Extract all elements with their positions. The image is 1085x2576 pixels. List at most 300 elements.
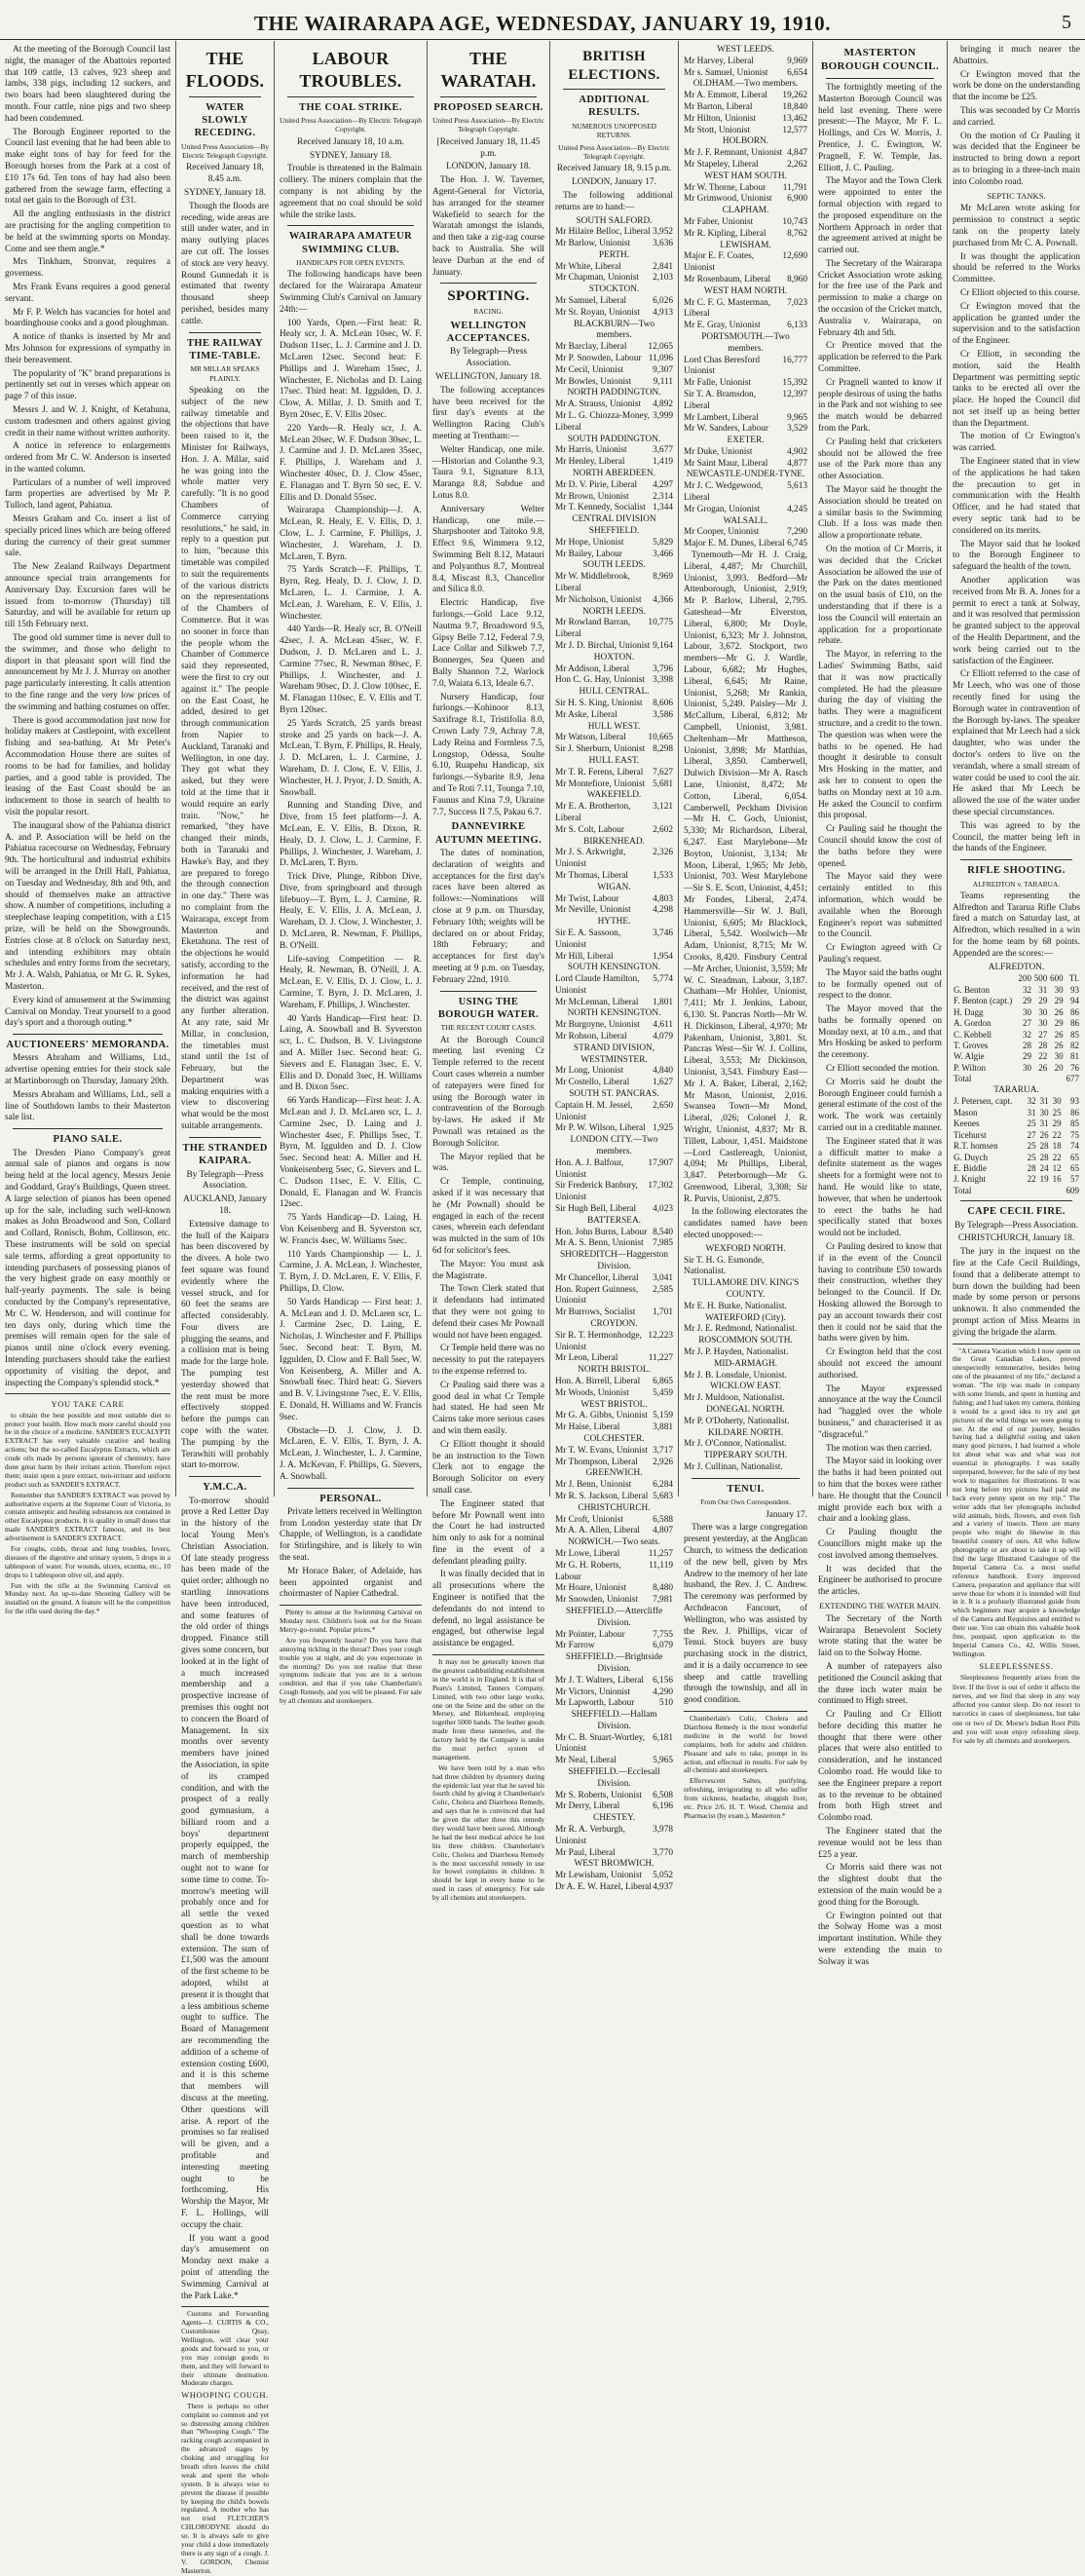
railway-text [181, 386, 269, 1133]
constituency-name: HOXTON. [593, 652, 635, 663]
candidate-name: Mr Twist, Labour [555, 893, 619, 904]
dateline: January 17. [766, 1509, 807, 1520]
candidate-row [684, 527, 807, 539]
candidate-row [684, 114, 807, 126]
candidate-row [555, 1377, 673, 1388]
candidate-name: Mr A. Emmott, Liberal [684, 91, 767, 101]
vote-count: 6,284 [653, 1480, 673, 1491]
election-results [684, 45, 807, 550]
ymca-text: To-morrow should prove a Red Letter Day in the history of the local Young Men's Christian Association. Of late steady progress has been made of the quiet order; although no startling innovations have been introduced, and some features of the old order of things dropped. Finance still gives some concern, but looked at in the light of a much increased membership and a prospective increase of premises this ought not to concern the Board of Management. In six months over seventy members have joined the Association, in spite of its cramped condition, and with the prospect of a really good gymnasium, a billiard room and a boys' department properly equipped, the march of membership ought not to wane for some time to come. To-morrow's meeting will probably once and for all settle the vexed question as to what shall be done towards extension. The sum of £1,500 was the amount of the first scheme to be adopted, whilst at present it is thought that a less ambitious scheme ought to suffice. The Board of Management are recommending the addition of a scheme of extension costing £600, and it is this scheme that members will discuss at the meeting. Other questions will arise. A report of the promises so far realised will be given, and a profitable and interesting meeting ought to be forthcoming. His Worship the Mayor, Mr F. L. Hollings, will occupy the chair. [181, 1496, 269, 2230]
constituency-name: SOUTH SALFORD. [576, 215, 653, 226]
ad-paragraph: For coughs, colds, throat and lung troubles, fevers, diseases of the digestive and urinary system, 5 drops in a tablespoon of water. For wounds, ulcers, eczema, etc., 10 drops to 1 tablespoon olive oil, and apply. [5, 1544, 170, 1579]
ad-text [5, 1412, 170, 1616]
vote-count: 3,770 [653, 1847, 673, 1858]
constituency-name: STOCKTON. [588, 284, 640, 295]
vote-count: 19,262 [782, 91, 807, 101]
vote-count: 8,298 [653, 744, 673, 755]
constituency-name: BATTERSEA. [586, 1215, 641, 1226]
septic-tanks-report [953, 204, 1080, 855]
dateline: LONDON, January 18. [446, 162, 531, 172]
candidate-row [555, 1458, 673, 1469]
range-header: Tl. [1068, 973, 1079, 984]
vote-count: 4,290 [653, 1686, 673, 1697]
candidate-row [555, 1687, 673, 1699]
score-cell: 86 [1070, 1018, 1079, 1029]
received-line: Received January 18, 8.45 a.m. [186, 163, 264, 185]
divider [440, 96, 537, 97]
vote-count: 6,745 [787, 539, 807, 549]
score-cell: 86 [1070, 1107, 1079, 1118]
vote-count: 3,746 [653, 928, 673, 938]
news-paragraph: Mr McLaren wrote asking for permission to construct a septic tank on the property lately purchased from Mr C. A. Pownall. [953, 204, 1080, 248]
candidate-name: Mr Grogan, Unionist [684, 504, 761, 514]
vote-count: 4,245 [787, 504, 807, 514]
column-6 [678, 41, 812, 1820]
vote-count: 16,777 [782, 355, 807, 365]
candidate-name: Mr Montefiore, Unionist [555, 778, 646, 789]
news-paragraph: The Engineer stated that before Mr Pownall went into the Court he had instructed him only to ask for a nominal fine in the event of a defendant pleading guilty. [432, 1498, 544, 1567]
score-cell: 28 [1039, 1141, 1049, 1152]
shooter-name: G. Benton [954, 984, 990, 995]
news-paragraph: Cr Elliott objected to this course. [960, 287, 1080, 298]
team-total: 677 [1066, 1074, 1079, 1084]
vote-count: 4,023 [653, 1204, 673, 1215]
candidate-row [555, 710, 673, 722]
candidate-name: Mr Cooper, Unionist [684, 527, 760, 538]
news-paragraph: It was thought the application should be referred to the Works Committee. [953, 251, 1080, 285]
masthead [0, 0, 1085, 40]
candidate-row [555, 733, 673, 744]
news-paragraph: Cr Pauling held that cricketers should not be allowed the free use of the Park more than any other Association. [818, 436, 942, 482]
score-cell: 27 [1038, 1029, 1048, 1040]
candidate-row [555, 974, 673, 998]
constituency-name: NORTH KENSINGTON. [567, 1008, 661, 1019]
score-cell: 26 [1054, 1029, 1064, 1040]
candidate-name: Major E. F. Coates, Unionist [684, 251, 755, 274]
divider [287, 1488, 414, 1489]
candidate-row [555, 1595, 673, 1607]
column-6-advertisements [684, 1711, 807, 1821]
candidate-row [555, 1825, 673, 1848]
ad-paragraph: Plenty to amuse at the Swimming Carnival on Monday next. Children's look out for the Steam Merry-go-round. Popular prices.* [280, 1608, 422, 1635]
shooter-name: C. Kebbell [954, 1029, 991, 1040]
vote-count: 4,079 [653, 1032, 673, 1042]
score-cell: 30 [1038, 1006, 1048, 1017]
news-paragraph: All the angling enthusiasts in the district are practising for the angling competition to be held at the swimming sports on Monday. Come and see them angle.* [5, 209, 170, 254]
score-row [953, 985, 1080, 996]
news-paragraph: 220 Yards—R. Healy scr, J. A. McLean 20sec, W. F. Dudson 30sec, L. J. Carmine and J. D. McLaren 35sec, F. Phillips, J. Wareham and J. Winchester 40sec, D. J. Clow 45sec, E. Flanagan and T. Byrn 50 sec, E. V. Ellis and D. Donald 55sec. [280, 423, 422, 503]
candidate-name: Mr Henley, Liberal [555, 457, 625, 468]
ad-heading: YOU TAKE CARE [51, 1399, 125, 1410]
constituency-name: SHOREDITCH—Haggerston Division. [559, 1250, 669, 1272]
candidate-row [684, 1439, 807, 1451]
score-row [953, 1174, 1080, 1185]
vote-count: 2,650 [653, 1100, 673, 1111]
candidate-row [555, 1676, 673, 1687]
score-row [953, 1063, 1080, 1074]
score-cell: 22 [1052, 1129, 1062, 1140]
candidate-name: Mr Victors, Unionist [555, 1686, 631, 1697]
received-line: Received January 18, 10 a.m. [297, 136, 404, 147]
score-cell: 30 [1038, 1018, 1048, 1029]
vote-count: 4,840 [653, 1066, 673, 1077]
score-cell: 29 [1022, 1051, 1031, 1062]
candidate-name: Mr Chancellor, Liberal [555, 1272, 639, 1283]
constituency-name: SHEFFIELD.—Hallam Division. [571, 1710, 657, 1731]
constituency-name: WEST BRISTOL. [580, 1399, 648, 1410]
candidate-row [684, 447, 807, 459]
constituency-name: WEST HAM SOUTH. [704, 170, 787, 181]
total-label: Total [954, 1074, 972, 1084]
candidate-name: Sir T. H. G. Esmonde, Nationalist. [684, 1255, 765, 1277]
vote-count: 4,913 [653, 307, 673, 318]
candidate-name: Mr Samuel, Liberal [555, 296, 627, 307]
candidate-name: Mr C. F. G. Masterman, Liberal [684, 297, 771, 320]
candidate-row [555, 1492, 673, 1503]
vote-count: 11,119 [649, 1560, 673, 1571]
candidate-name: Mr Watson, Liberal [555, 733, 626, 743]
candidate-row [555, 641, 673, 653]
candidate-row [555, 273, 673, 284]
candidate-name: Mr Stott, Unionist [684, 125, 750, 135]
elections-headline: BRITISH ELECTIONS. [568, 49, 660, 84]
candidate-name: Hon. A. Birrell, Liberal [555, 1376, 641, 1386]
constituency-name: WEST HAM NORTH. [703, 285, 788, 296]
news-paragraph: Cr Ewington agreed with Cr Pauling's request. [818, 943, 942, 965]
candidate-name: Mr Woods, Unionist [555, 1387, 629, 1398]
candidate-row [555, 480, 673, 492]
news-paragraph: Welter Handicap, one mile.—Historian and Colanthe 9.3, Taura 9.1, Signature 8.13, Maranga 8.8, Subdue and Lotus 8.0. [432, 444, 544, 502]
candidate-name: Mr E. A. Brotherton, Liberal [555, 802, 631, 823]
score-cell: 32 [1022, 1029, 1031, 1040]
vote-count: 1,627 [653, 1078, 673, 1088]
candidate-name: Mr Thompson, Liberal [555, 1457, 638, 1467]
vote-count: 4,366 [653, 594, 673, 605]
score-row [953, 1018, 1080, 1029]
vote-count: 5,052 [653, 1871, 673, 1881]
vote-count: 510 [659, 1698, 673, 1709]
ad-paragraph: Fun with the rifle at the Swimming Carnival on Monday next. An up-to-date Shooting Gallery will be installed on the ground. A feature will be the competition for the rifle used during the day.* [5, 1580, 170, 1616]
vote-count: 8,480 [653, 1583, 673, 1594]
vote-count: 7,290 [787, 527, 807, 538]
floods-headline: THE FLOODS. [185, 49, 265, 91]
candidate-name: Mr E. Gray, Unionist [684, 321, 761, 331]
septic-subhead: SEPTIC TANKS. [987, 190, 1046, 201]
received-line: [Received January 18, 11.45 p.m. [436, 136, 541, 159]
constituency-name: NORTH ABERDEEN. [572, 469, 656, 479]
candidate-row [684, 1256, 807, 1279]
column-5 [549, 41, 678, 1893]
news-paragraph: The Engineer stated that the revenue would not be less than £25 a year. [818, 1827, 942, 1860]
constituency-name: DONEGAL NORTH. [706, 1405, 785, 1416]
candidate-name: Mr A. Strauss, Unionist [555, 399, 642, 410]
news-paragraph: Cr Pragnell wanted to know if people desirous of using the baths in the Park and not wishing to see the match would be debarred from the Park. [818, 377, 942, 435]
candidate-name: Mr T. W. Evans, Unionist [555, 1445, 648, 1456]
total-label: Total [954, 1185, 972, 1195]
candidate-row [684, 229, 807, 241]
vote-count: 10,665 [648, 733, 673, 743]
news-paragraph: Nursery Handicap, four furlongs.—Kohinoor 8.13, Saxifrage 8.1, Tristifolia 8.0, Crown Lady 7.9, Achray 7.8, Lady Reina and Formless 7.5, Longstop, Odessa, Soulte 6.10, Ruapehu Handicap, six furlongs.—Sybarite 8.9, Jena and Te Roti 7.11, Tounga 7.10, Faunus and Kina 7.9, Ukraine 7.7, Success II 7.5, Pakau 6.7. [432, 692, 544, 817]
score-cell: 27 [1022, 1018, 1031, 1029]
score-cell: 26 [1054, 1041, 1064, 1050]
candidate-row [684, 160, 807, 171]
candidate-name: Dr A. E. W. Hazel, Liberal [555, 1882, 652, 1893]
candidate-name: Mr D. V. Pirie, Liberal [555, 479, 638, 490]
vote-count: 12,397 [782, 389, 807, 399]
candidate-row [555, 675, 673, 687]
divider [189, 1137, 261, 1138]
constituency-name: SOUTH LEEDS. [582, 560, 646, 571]
divider [13, 1034, 163, 1035]
candidate-row [555, 1078, 673, 1089]
score-row [953, 1163, 1080, 1174]
elections-intro: The following additional returns are to hand:— [555, 190, 673, 212]
candidate-row [555, 1307, 673, 1319]
candidate-name: Mr Aske, Liberal [555, 709, 617, 720]
score-cell: 28 [1038, 1041, 1048, 1050]
vote-count: 1,344 [653, 503, 673, 513]
candidate-name: Lord Claude Hamilton, Unionist [555, 974, 640, 996]
vote-count: 3,677 [653, 445, 673, 456]
candidate-row [684, 68, 807, 80]
vote-count: 2,103 [653, 273, 673, 284]
news-paragraph: 100 Yards, Open.—First heat: R. Healy scr, J. A. McLean 10sec, W. F. Dudson 11sec, L. J. Carmine and J. D. McLaren 12sec. Second heat: F. Phillips and J. Wareham 15sec, J. Winchester, E. Nicholas and D. Laing 17sec. Third heat: M. Iggulden, D. J. Clow, A. Millar, J. D. Smith and T. Byrn 20sec, E. V. Ellis 20sec. [280, 318, 422, 421]
candidate-row [555, 262, 673, 274]
vote-count: 6,196 [653, 1801, 673, 1812]
candidate-row [555, 492, 673, 504]
news-paragraph: The Dresden Piano Company's great annual sale of pianos and organs is now being held at the local agency, Messrs Jenie and Goddard, Gray's Buildings, Queen street. A large selection of pianos has been opened up for the sale, including such well-known makes as John Broadwood and Son, Collard and Collard, Ronisch, Bohm, Collinson, etc. These instruments will be sold on special sale terms, affording a great opportunity to intending purchasers of possessing pianos of the very highest grade on easy monthly or half-yearly payments. The sale is being conducted by the Company's representative, Mr C. W. Henderson, and will continue for ten days only, during which time the premises will remain open for the sale of pianos until nine o'clock every evening. Intending purchasers should take the earliest opportunity of visiting the depot, and inspecting the Company's splendid stock.* [5, 1148, 170, 1388]
vote-count: 6,865 [653, 1376, 673, 1386]
score-cell: 74 [1070, 1141, 1079, 1152]
candidate-row [684, 424, 807, 436]
column-4 [427, 41, 549, 1903]
candidate-name: Mr T. Kennedy, Socialist [555, 503, 646, 513]
candidate-name: Mr Rowland Barran, Liberal [555, 618, 631, 640]
candidate-row [684, 378, 807, 390]
columns [0, 41, 1085, 2575]
candidate-name: Mr W. Sanders, Labour [684, 424, 769, 435]
constituency-name: BLACKBURN—Two members. [573, 319, 655, 341]
news-paragraph: Cr Morris said he doubt the Borough Engineer could furnish a general estimate of the cost of the work. The work was certainly carried out in a creditable manner. [818, 1077, 942, 1134]
score-cell: 20 [1054, 1062, 1064, 1073]
candidate-name: Mr Neville, Unionist [555, 905, 631, 916]
dateline: WELLINGTON, January 18. [435, 372, 542, 383]
candidate-name: Mr Paul, Liberal [555, 1847, 616, 1858]
water-report [432, 1036, 544, 1650]
candidate-row [684, 1417, 807, 1428]
candidate-name: Mr J. D. Birchal, Unionist [555, 640, 651, 651]
vote-count: 4,803 [653, 893, 673, 904]
range-header: 600 [1050, 973, 1064, 984]
candidate-name: Sir Frederick Banbury, Unionist [555, 1181, 638, 1203]
constituency-name: COLCHESTER. [583, 1433, 645, 1444]
shooter-name: F. Benton (capt.) [954, 996, 1013, 1006]
divider [563, 89, 665, 90]
divider [440, 283, 537, 284]
candidate-name: Hon. A. J. Balfour, Unionist [555, 1157, 624, 1180]
constituency-name: EXETER. [727, 436, 765, 446]
vote-count: 12,577 [782, 125, 807, 135]
score-row [953, 1030, 1080, 1041]
constituency-name: STRAND DIVISION, WESTMINSTER. [573, 1042, 655, 1065]
candidate-name: Mr Rohson, Liberal [555, 1032, 627, 1042]
vote-count: 8,540 [653, 1227, 673, 1237]
news-paragraph: A notice in reference to enlargements ordered from Mr C. W. Anderson is inserted in the wanted column. [5, 441, 170, 474]
candidate-row [555, 664, 673, 676]
score-row [953, 1051, 1080, 1062]
vote-count: 3,717 [653, 1445, 673, 1456]
vote-count: 8,606 [653, 698, 673, 708]
candidate-row [555, 871, 673, 883]
candidate-name: Mr P. W. Wilson, Liberal [555, 1123, 646, 1134]
candidate-name: Mr E. H. Burke, Nationalist. [684, 1301, 787, 1311]
constituency-name: CHRISTCHURCH. [578, 1502, 651, 1513]
score-cell: 30 [1022, 1006, 1031, 1017]
candidate-row [555, 503, 673, 514]
dannevirke-text: The dates of nomination, declaration of weights and acceptances for the first day's races have been altered as follows:—Nominations will close at 9 p.m. on Thursday, February 10th; weights will be declared on or about Friday, 18th February; and acceptances for first day's meeting at 9 p.m. on Tuesday, February 22nd, 1910. [432, 849, 544, 985]
news-paragraph: The fortnightly meeting of the Masterton Borough Council was held last evening. There were present:—The Mayor, Mr F. L. Hollings, and Crs W. Morris, J. Prentice, J. C. Ewington, W. Pragnell, F. W. Temple, Jas. Elliott, J. C. Pauling. [818, 82, 942, 173]
waratah-text: The Hon. J. W. Taverner, Agent-General for Victoria, has arranged for the steamer Wakefield to search for the Waratah amongst the islands, and then take a zig-zag course back to Australia. She will leave Durban at the end of January. [432, 175, 544, 278]
news-paragraph: The Mayor and the Town Clerk were appointed to enter the formal objection with regard to the proposed expenditure on the Northern Approach in order that the agreement arrived at might be carried out. [818, 176, 942, 256]
wire-credit: United Press Association—By Electric Telegraph Copyright. [558, 142, 670, 161]
candidate-row [555, 538, 673, 549]
candidate-name: Mr s. Samuel, Unionist [684, 67, 768, 78]
score-cell: 29 [1054, 996, 1064, 1006]
shooter-name: R.T. homsen [954, 1141, 998, 1152]
constituency-name: TULLAMORE DIV. KING'S COUNTY. [692, 1278, 800, 1301]
vote-count: 3,586 [653, 709, 673, 720]
vote-count: 11,257 [648, 1548, 673, 1559]
candidate-name: Mr Grimwood, Unionist [684, 194, 772, 205]
vote-count: 10,775 [648, 618, 673, 628]
news-paragraph: Messrs Graham and Co. insert a list of specially priced lines which are being offered during the currency of their great summer sale. [5, 514, 170, 559]
news-paragraph: Wairarapa Championship—J. A. McLean, R. Healy, E. V. Ellis, D. J. Clow, L. J. Carmine, F. Phillips, J. Winchester, J. Wareham, J. D. McLaren, T. Byrn. [280, 506, 422, 562]
candidate-name: Mr Hill, Liberal [555, 951, 614, 962]
candidate-name: Mr J. T. Walters, Liberal [555, 1675, 644, 1686]
constituency-name: NORWICH.—Two seats. [568, 1537, 660, 1548]
vote-count: 5,829 [653, 537, 673, 548]
shooter-name: W. Algie [954, 1051, 985, 1062]
candidate-row [555, 342, 673, 354]
candidate-row [555, 1480, 673, 1492]
candidate-row [555, 1698, 673, 1710]
candidate-row [555, 699, 673, 710]
candidate-row [684, 217, 807, 229]
candidate-row [555, 1583, 673, 1595]
range-header: 200 [1018, 973, 1031, 984]
candidate-name: Mr Rosenbaum, Liberal [684, 274, 771, 284]
constituency-name: WEXFORD NORTH. [705, 1243, 786, 1254]
candidate-name: Mr J. S. Arkwright, Unionist [555, 848, 626, 870]
vote-count: 6,026 [653, 296, 673, 307]
score-cell: 16 [1052, 1174, 1062, 1185]
vote-count: 3,978 [653, 1825, 673, 1836]
news-paragraph: Running and Standing Dive, and Dive, from 15 feet platform—J. A. McLean, E. V. Ellis, B. Dixon, R. Healy, D. J. Clow, L. J. Carmine, F. Phillips, J. Winchester, J. Wareham, J. D. McLaren, T. Byrn. [280, 801, 422, 869]
news-paragraph: A notice of thanks is inserted by Mr and Mrs Johnson for expressions of sympathy in their bereavement. [5, 332, 170, 365]
candidate-row [555, 1353, 673, 1365]
dateline: CHRISTCHURCH, January 18. [957, 1233, 1075, 1244]
candidate-name: Mr Nicholson, Unionist [555, 594, 642, 605]
news-paragraph: The Borough Engineer reported to the Council last evening that he had been able to make eight tons of hay for feed for the Borough horses from the Park at a cost of £10 17s 6d. Ten tons of hay had also been gathered from the sewage farm, effecting a total net gain to the Borough of £31. [5, 127, 170, 207]
news-paragraph: 40 Yards Handicap—First heat: D. Laing, A. Snowball and B. Syverston scr, L. C. Dudson, B. V. Livingstone and A. Miller 1sec. Second heat: G. Sievers and E. Flanagan 3sec, E. V. Ellis and D. Donald 3sec, H. Williams and B. Dixon 5sec. [280, 1013, 422, 1093]
vote-count: 12,690 [782, 251, 807, 262]
candidate-row [684, 1324, 807, 1336]
score-cell: 19 [1039, 1174, 1049, 1185]
score-cell: 22 [1038, 1051, 1048, 1062]
candidate-name: Mr J. P. Hayden, Nationalist. [684, 1347, 789, 1358]
news-paragraph: Mrs Frank Evans requires a good general servant. [5, 282, 170, 304]
news-paragraph: The Town Clerk stated that it defendants had intimated that they were not going to defend their cases Mr Pownall would not have been engaged. [432, 1284, 544, 1341]
swimming-subhead: HANDICAPS FOR OPEN EVENTS. [296, 258, 405, 268]
candidate-name: Mr McLennan, Liberal [555, 997, 639, 1007]
range-header-row [953, 973, 1080, 984]
piano-sale-text [5, 1149, 170, 1390]
candidate-name: Mr J. B. Lonsdale, Unionist. [684, 1370, 787, 1381]
floods-text: Though the floods are receding, wide areas are still under water, and in many outlying places are cut off. The losses of stock are very heavy. Round Gunnedah it is estimated that twenty thousand sheep perished, besides many cattle. [181, 201, 269, 326]
candidate-row [555, 1273, 673, 1285]
candidate-row [684, 481, 807, 505]
range-header: 500 [1033, 973, 1048, 984]
candidate-row [684, 321, 807, 332]
candidate-row [684, 194, 807, 206]
shooter-name: Mason [954, 1107, 978, 1118]
candidate-row [555, 1123, 673, 1135]
news-paragraph: At the meeting of the Borough Council last night, the manager of the Abattoirs reported that 109 cattle, 13 calves, 923 sheep and lambs, 338 pigs, including 12 suckers, and two boars had been slaughtered during the month. Four cattle, nine pigs and two sheep had been condemned. [5, 45, 170, 124]
vote-count: 2,602 [653, 824, 673, 835]
constituency-name: SOUTH KENSINGTON. [567, 963, 661, 973]
vote-count: 3,952 [653, 227, 673, 238]
news-paragraph: Tynemouth—Mr H. J. Craig, Liberal, 4,487; Mr Churchill, Unionist, 3,993. Bedford—Mr Attenborough, Unionist, 2,919; Mr P. Barlow, Liberal, 2,795. Gateshead—Mr Elverston, Liberal, 6,800; Mr Doyle, Unionist, 6,323; Mr J. Johnston, Labour, 3,672. Stockport, two members—Mr G. J. Wardle, Labour, 6,682; Mr Hughes, Liberal, 6,645; Mr Raine, Unionist, 5,268; Mr Rankin, Unionist, 5,249. Paisley—Mr J. McCallum, Liberal, 6,812; Mr Campbell, Unionist, 3,981. Cheltenham—Mr Mattheson, Unionist, 3,898; Mr Matthias, Liberal, 3,850. Camberwell, Dulwich Division—Mr A. Rasch Lane, Unionist, 8,472; Mr Cotton, Liberal, 6,054. Camberwell, Peckham Division—Mr H. C. Goch, Unionist, 5,330; Mr Richardson, Liberal, 6,247. East Marylebone—Mr Boyton, Unionist, 3,134; Mr Moon, Liberal, 1,965; Mr Jebb, Unionist, 703. West Marylebone—Sir S. E. Scott, Unionist, 4,451; Mr Fondes, Liberal, 2,474. Hammersville—Sir W. J. Bull, Unionist, 6,605; Mr Blacklock, Liberal, 5,542. Woolwich—Mr Adam, Unionist, 8,715; Mr W. Crooks, 8,420. Finsbury Central—Mr Archer, Unionist, 3,559; Mr W. C. Steadman, Labour, 3,187. Chatham—Mr Hohler, Unionist, 7,411; Mr J. Jenkins, Labour, 6,130. St. Pancras North—Mr W. H. Dickinson, Liberal, 4,970; Mr Pakenham, Unionist, 3,801. St. Pancras West—Sir W. J. Collins, Liberal, 3,553; Mr Dickinson, Unionist, 3,543. Finsbury East—Mr J. A. Baker, Liberal, 2,162; Mr Mason, Unionist, 2,016. Swansea Town—Mr Mond, Liberal, ,026; Colonel J. R. Wright, Unionist, 4,837; Mr B. Tillett, Labour, 1,451. Maidstone—Lord Castlereagh, Unionist, 4,094; Mr Phillips, Liberal, 3,847. Peterborough—Mr G. Greenwood, Liberal, 3,308; Sir R. Purvis, Unionist, 2,875. [684, 550, 807, 1204]
rifle-text: Teams representing the Alfredton and Tararua Rifle Clubs fired a match on Saturday last, at Alfredton, which resulted in a win for the home team by 68 points. Appended are the scores:— [953, 890, 1080, 959]
constituency-name: GREENWICH. [585, 1468, 643, 1479]
score-row [953, 1096, 1080, 1107]
column-2 [175, 41, 274, 2575]
vote-count: 4,298 [653, 905, 673, 916]
candidate-row [555, 1032, 673, 1043]
candidate-name: Mr Duke, Unionist [684, 446, 753, 457]
news-paragraph: Life-saving Competition — R. Healy, R. Newman, B. O'Neill, J. A. McLean, E. V. Ellis, D. J. Clow, L. J. Carmine, T. Byrn, J. D. McLaren, J. Wareham, F. Phillips, J. Winchester. [280, 954, 422, 1010]
news-paragraph: The Secretary of the Wairarapa Cricket Association wrote asking for the free use of the Park and permission to make a charge on the occasion of the Cricket match, Australia v. Wairarapa, on February 4th and 5th. [818, 258, 943, 338]
rifle-headline: RIFLE SHOOTING. [967, 865, 1066, 877]
candidate-row [555, 1285, 673, 1308]
news-paragraph: 25 Yards Scratch, 25 yards breast stroke and 25 yards on back—J. A. McLean, T. Byrn, F. Phillips, R. Healy, J. D. McLaren, L. J. Carmine, J. Wareham, D. J. Clow, E. V. Ellis, J. Winchester, H. J. Pryor, J. D. Smith, A. Snowball. [280, 718, 422, 798]
candidate-name: Mr Faber, Unionist [684, 216, 754, 227]
railway-headline: THE RAILWAY TIME-TABLE. [186, 337, 264, 361]
candidate-row [684, 148, 807, 160]
news-paragraph: The Mayor, in referring to the Ladies' Swimming Baths, said that it was now practically completed. He had the pleasure during the day of visiting the baths. They were a magnificent structure, and a credit to the town. The question was when were the baths to be opened. He had thought it desirable to consult Mrs Hosking in the matter, and ask her to consent to open the baths on Monday next at 10 a.m. He asked the Council to confirm this proposal. [818, 650, 943, 821]
score-row [953, 1141, 1080, 1152]
divider [960, 1200, 1072, 1201]
score-cell: 28 [1039, 1152, 1049, 1162]
waratah-subhead: PROPOSED SEARCH. [433, 101, 543, 113]
water-subhead: THE RECENT COURT CASES. [440, 1023, 537, 1033]
candidate-row [555, 1331, 673, 1354]
vote-count: 4,297 [653, 479, 673, 490]
divider [189, 96, 261, 97]
score-row [953, 1118, 1080, 1129]
vote-count: 5,965 [653, 1756, 673, 1766]
news-paragraph: The New Zealand Railways Department announce special train arrangements for Anniversary Day. Excursion fares will be issued from to-morrow (Thursday) till Saturday, and will be available for return up till 15th February next. [5, 562, 170, 630]
constituency-name: SOUTH ST. PANCRAS. [569, 1089, 659, 1100]
candidate-row [684, 1302, 807, 1313]
tararua-scores [953, 1096, 1080, 1196]
news-paragraph: Mr F. P. Welch has vacancies for hotel and boardinghouse cooks and a good ploughman. [5, 307, 170, 329]
customs-advertisement [181, 2306, 269, 2575]
coal-strike-text: Trouble is threatened in the Balmain colliery. The miners complain that the company is not abiding by the agreement that no coal should be sold while the strike lasts. [280, 164, 422, 220]
news-paragraph: The Mayor said in looking over the baths it had been pointed out to him that the boxes were rather bare. He thought that the Council might provide each box with a chair and a looking glass. [818, 1457, 942, 1525]
news-paragraph: Cr Temple, continuing, asked if it was necessary that he (Mr Pownall) should be engaged in each of the recent cases, wherein each defendant was mulcted in the sum of 10s 6d for solicitor's fees. [432, 1177, 544, 1256]
score-cell: 31 [1038, 984, 1048, 995]
